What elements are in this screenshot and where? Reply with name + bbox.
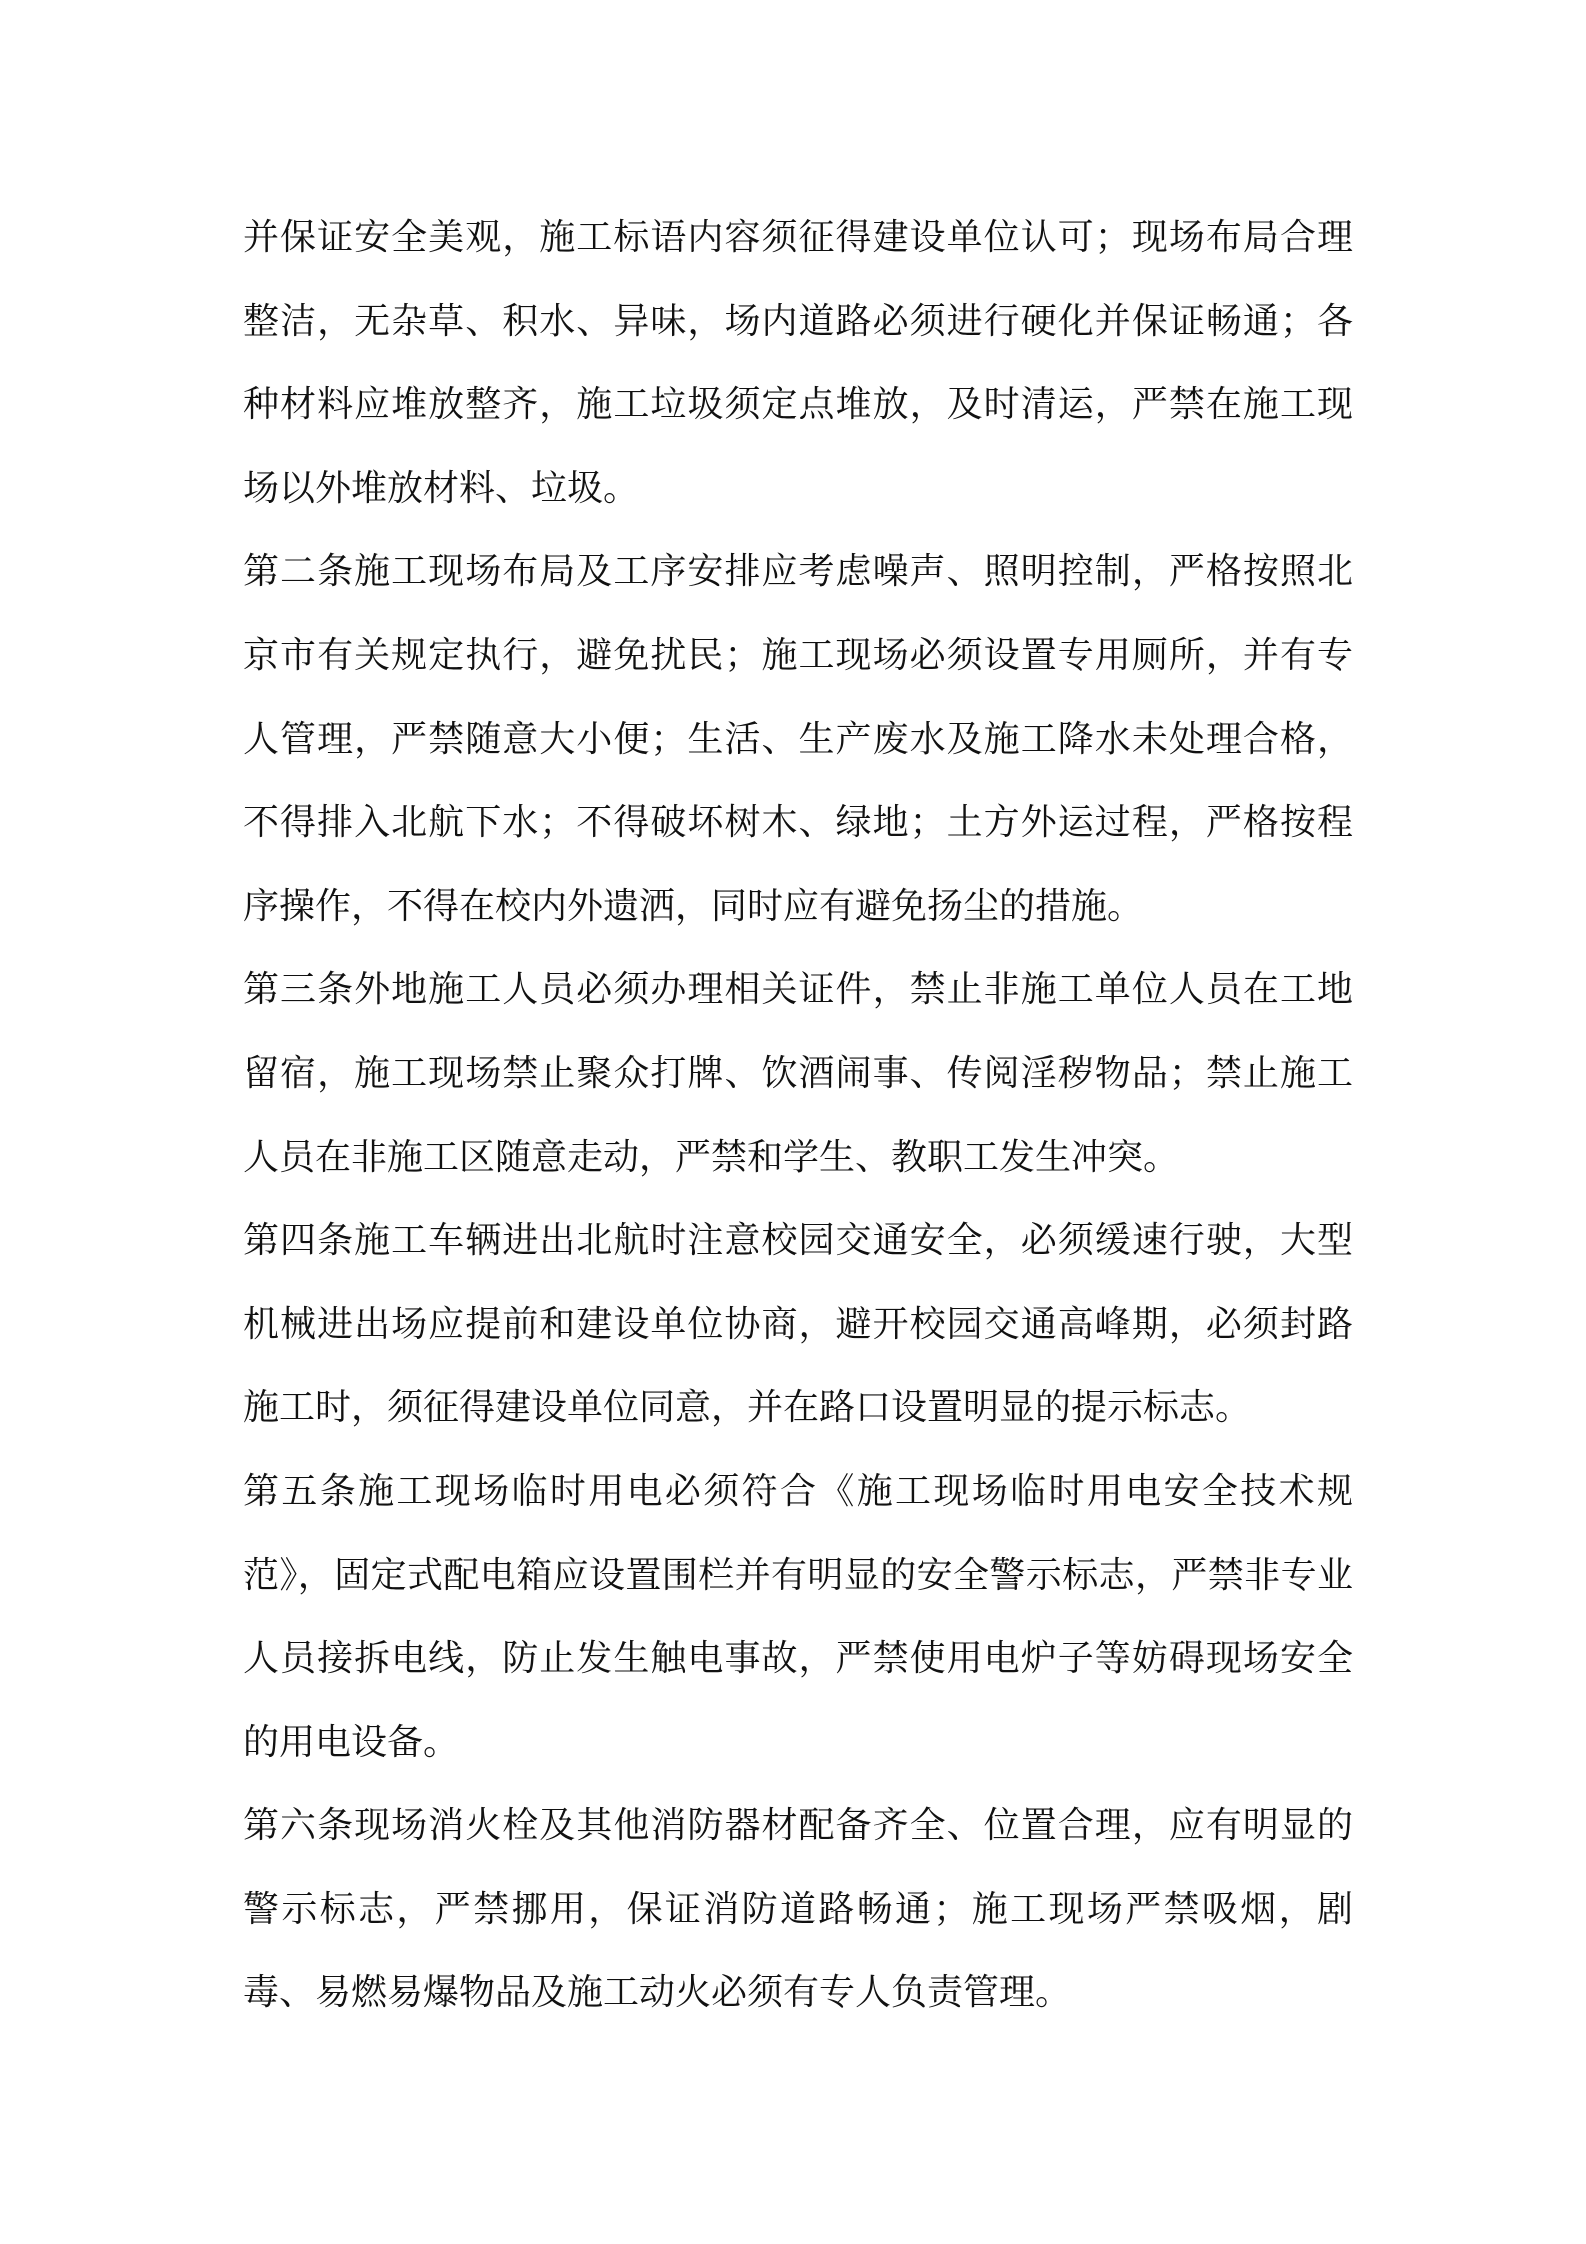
paragraph-article-5: 第五条施工现场临时用电必须符合《施工现场临时用电安全技术规范》，固定式配电箱应设置围栏并有明显的安全警示标志，严禁非专业人员接拆电线，防止发生触电事故，严禁使用电炉子等妨碍现场安全的用电设备。 (243, 1470, 1353, 1763)
paragraph-article-2: 第二条施工现场布局及工序安排应考虑噪声、照明控制，严格按照北京市有关规定执行，避免扰民；施工现场必须设置专用厕所，并有专人管理，严禁随意大小便；生活、生产废水及施工降水未处理合格，不得排入北航下水；不得破坏树木、绿地；土方外运过程，严格按程序操作，不得在校内外遗洒，同时应有避免扬尘的措施。 (243, 551, 1353, 927)
paragraph-article-4: 第四条施工车辆进出北航时注意校园交通安全，必须缓速行驶，大型机械进出场应提前和建设单位协商，避开校园交通高峰期，必须封路施工时，须征得建设单位同意，并在路口设置明显的提示标志。 (243, 1220, 1353, 1429)
paragraph-continuation: 并保证安全美观，施工标语内容须征得建设单位认可；现场布局合理整洁，无杂草、积水、异味，场内道路必须进行硬化并保证畅通；各种材料应堆放整齐，施工垃圾须定点堆放，及时清运，严禁在施工现场以外堆放材料、垃圾。 (243, 217, 1353, 509)
paragraph-article-6: 第六条现场消火栓及其他消防器材配备齐全、位置合理，应有明显的警示标志，严禁挪用，保证消防道路畅通；施工现场严禁吸烟，剧毒、易燃易爆物品及施工动火必须有专人负责管理。 (243, 1805, 1353, 2014)
document-body (243, 196, 1353, 2035)
paragraph-article-3: 第三条外地施工人员必须办理相关证件，禁止非施工单位人员在工地留宿，施工现场禁止聚众打牌、饮酒闹事、传阅淫秽物品；禁止施工人员在非施工区随意走动，严禁和学生、教职工发生冲突。 (243, 969, 1353, 1178)
